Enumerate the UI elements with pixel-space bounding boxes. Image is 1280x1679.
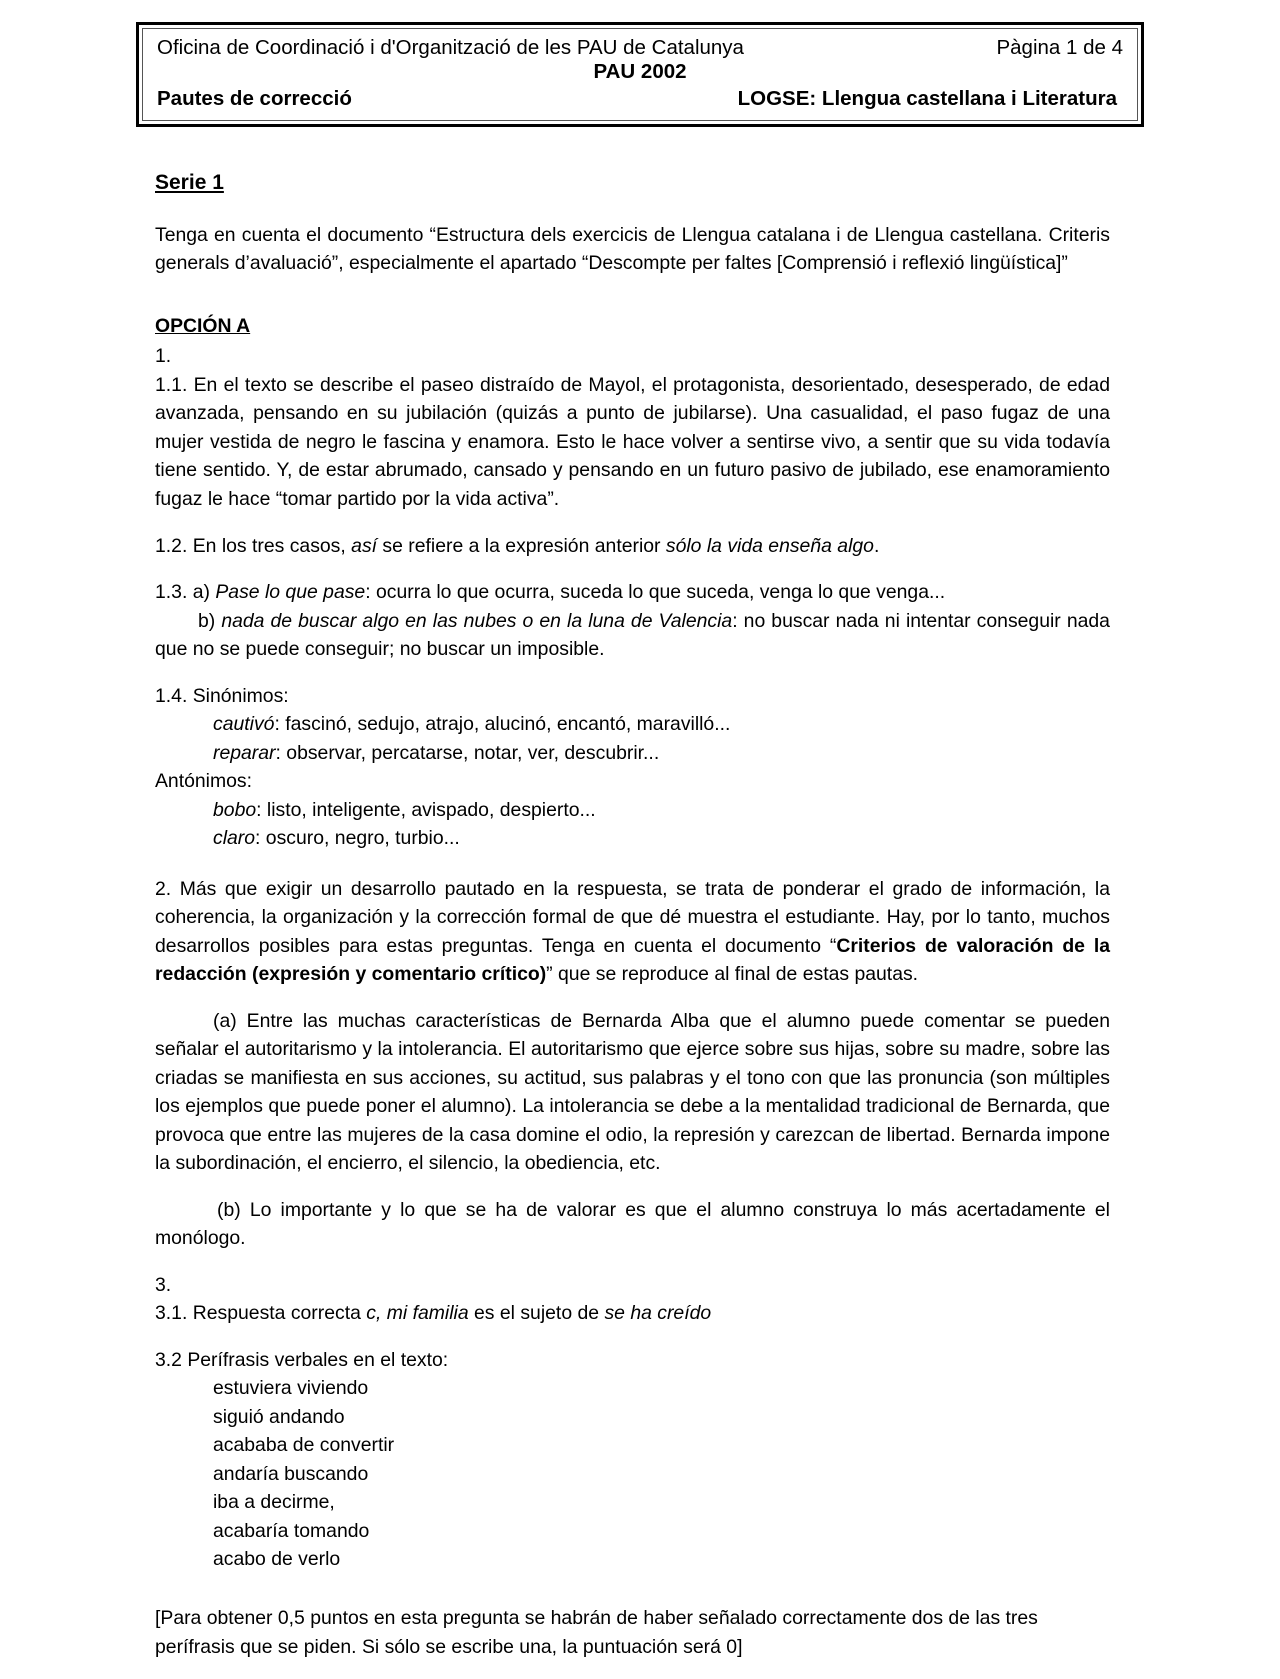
periphrasis-list [213,1374,1110,1574]
answer-1-3-b-text: : no buscar nada ni intentar conseguir nada que no se puede conseguir; no buscar un imposible. [155,609,1110,661]
header-subject: LOGSE: Llengua castellana i Literatura [737,87,1117,111]
antonym-list: : listo, inteligente, avispado, despierto... [256,798,596,821]
answer-1-2-mid: se refiere a la expresión anterior [377,534,666,557]
antonym-word: claro [213,827,256,850]
answer-2-bold-reference: Criterios de valoración de la redacción (expresión y comentario crítico) [155,934,1111,986]
antonym-word: bobo [213,798,257,821]
list-item: siguió andando [213,1405,345,1428]
answer-1-3-a-text: : ocurra lo que ocurra, suceda lo que suceda, venga lo que venga... [365,581,946,604]
question-1-label: 1. [155,345,172,368]
synonym-item [213,710,1110,739]
answer-1-3-a-label: 1.3. a) [155,581,216,604]
header-exam-year: PAU 2002 [593,59,687,83]
answer-3-1-italic-2: se ha creído [604,1302,712,1325]
synonyms-title: 1.4. Sinónimos: [155,684,289,707]
header-page-number: Pàgina 1 de 4 [996,36,1123,59]
answer-1-3-a [155,578,1110,607]
answer-1-2-italic-2: sólo la vida enseña algo [665,534,874,557]
list-item: andaría buscando [213,1462,369,1485]
antonym-item [213,824,1110,853]
answer-3-1-mid: es el sujeto de [468,1302,605,1325]
synonyms-block [155,682,1110,853]
answer-3-1-italic-1: c, mi familia [366,1302,469,1325]
option-title: OPCIÓN A [155,314,251,337]
answer-1-3-b-italic: nada de buscar algo en las nubes o en la luna de Valencia [221,609,733,632]
antonym-item [213,796,1110,825]
answer-1-2-italic-1: así [351,534,378,557]
question-3-label: 3. [155,1273,172,1296]
list-item: estuviera viviendo [213,1377,369,1400]
answer-2-post: ” que se reproduce al final de estas pautas. [546,963,919,986]
header-inner-box [142,28,1138,121]
header-row-top [157,34,1123,62]
synonym-word: reparar [213,741,276,764]
answer-3-2-title: 3.2 Perífrasis verbales en el texto: [155,1348,449,1371]
intro-paragraph: Tenga en cuenta el documento “Estructura dels exercicis de Llengua catalana i de Llengua castellana. Criteris generals d’avaluació”, especialmente el apartado “Descompte per faltes [Comprensió i reflexió lingüística]” [155,223,1110,275]
list-item: acabaría tomando [213,1519,370,1542]
answer-3-1 [155,1299,1110,1328]
answer-1-3-b [155,607,1110,664]
answer-1-1: 1.1. En el texto se describe el paseo distraído de Mayol, el protagonista, desorientado, desesperado, de edad avanzada, pensando en su jubilación (quizás a punto de jubilarse). Una casualidad, el paso fugaz de una mujer vestida de negro le fascina y enamora. Esto le hace volver a sentirse vivo, a sentir que su vida todavía tiene sentido. Y, de estar abrumado, cansado y pensando en un futuro pasivo de jubilado, ese enamoramiento fugaz le hace “tomar partido por la vida activa”. [155,373,1110,510]
header-row-bottom [157,85,1123,113]
answer-3-1-pre: 3.1. Respuesta correcta [155,1302,367,1325]
answer-1-2-end: . [873,534,880,557]
spacer [155,1574,1110,1604]
answer-2-a: (a) Entre las muchas características de Bernarda Alba que el alumno puede comentar se pueden señalar el autoritarismo y la intolerancia. El autoritarismo que ejerce sobre sus hijas, sobre su madre, sobre las criadas se manifiesta en sus acciones, su actitud, sus palabras y el tono con que las pronuncia (son múltiples los ejemplos que puede poner el alumno). La intolerancia se debe a la mentalidad tradicional de Bernarda, que provoca que entre las mujeres de la casa domine el odio, la represión y carezcan de libertad. Bernarda impone la subordinación, el encierro, el silencio, la obediencia, etc. [155,1009,1110,1175]
synonym-word: cautivó [213,713,275,736]
document-body [155,168,1110,1679]
series-title: Serie 1 [155,171,224,194]
answer-1-3-a-italic: Pase lo que pase [215,581,366,604]
synonym-item [213,739,1110,768]
document-header [136,22,1144,127]
answer-1-2-pre: 1.2. En los tres casos, [155,534,352,557]
answer-1-2 [155,532,1110,561]
answer-2-b: (b) Lo importante y lo que se ha de valorar es que el alumno construya lo más acertadamente el monólogo. [155,1198,1110,1250]
list-item: acababa de convertir [213,1434,395,1457]
list-item: iba a decirme, [213,1491,335,1514]
antonyms-title: Antónimos: [155,770,253,793]
synonym-list: : fascinó, sedujo, atrajo, alucinó, encantó, maravilló... [274,713,731,736]
antonym-list: : oscuro, negro, turbio... [255,827,460,850]
answer-1-3-b-label: b) [198,609,222,632]
spacer [155,853,1110,875]
answer-2-intro [155,875,1110,989]
spacer [155,296,1110,312]
answer-2-pre: 2. Más que exigir un desarrollo pautado en la respuesta, se trata de ponderar el grado de información, la coherencia, la organización y la corrección formal de que dé muestra el estudiante. Hay, por lo tanto, muchos desarrollos posibles para estas preguntas. Tenga en cuenta el documento “ [155,877,1110,957]
synonym-list: : observar, percatarse, notar, ver, descubrir... [275,741,660,764]
header-document-type: Pautes de correcció [157,87,352,111]
list-item: acabo de verlo [213,1548,341,1571]
header-office-name: Oficina de Coordinació i d'Organització de les PAU de Catalunya [157,36,744,59]
scoring-note: [Para obtener 0,5 puntos en esta pregunta se habrán de haber señalado correctamente dos de las tres perífrasis que se piden. Si sólo se escribe una, la puntuación será 0] [155,1607,1038,1658]
